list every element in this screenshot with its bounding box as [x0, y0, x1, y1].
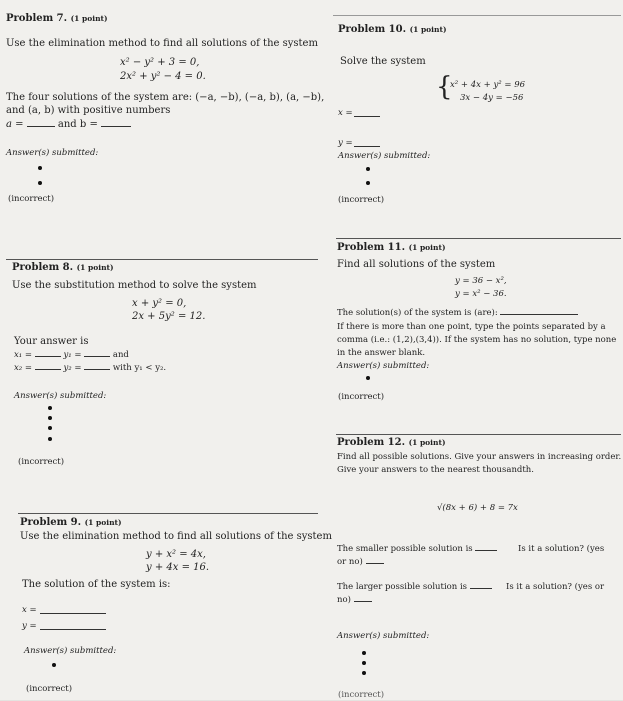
problem-11-header — [337, 242, 446, 254]
problem-7-a-blank[interactable] — [27, 126, 55, 127]
problem-9-header — [20, 517, 122, 529]
problem-7-eq2: 2x² + y² − 4 = 0. — [120, 71, 206, 82]
problem-7-b-label: and b = — [57, 119, 98, 130]
problem-7-prompt: Use the elimination method to find all solutions of the system — [6, 38, 318, 49]
problem-8-answer-dot — [48, 426, 52, 430]
problem-10-eq2: 3x − 4y = −56 — [460, 93, 524, 103]
problem-9-y-label: y = — [22, 621, 37, 631]
problem-10-prompt: Solve the system — [340, 56, 426, 67]
problem-12-prompt1: Find all possible solutions. Give your answers in increasing order. — [337, 452, 622, 462]
problem-10-submitted-label: Answer(s) submitted: — [338, 151, 431, 161]
problem-12-larger-text: The larger possible solution is — [337, 582, 468, 592]
problem-12-larger-blank[interactable] — [470, 588, 492, 589]
problem-12-smaller-blank[interactable] — [475, 550, 497, 551]
problem-8-points: (1 point) — [76, 263, 114, 272]
problem-10-answer-dot — [366, 167, 370, 171]
problem-12-yesno-blank-2[interactable] — [354, 601, 372, 602]
problem-8-y1-blank[interactable] — [84, 356, 110, 357]
problem-9-x-blank[interactable] — [40, 613, 106, 614]
problem-12-points: (1 point) — [408, 438, 446, 447]
problem-8-and: and — [112, 350, 129, 360]
problem-11-prompt: Find all solutions of the system — [337, 259, 496, 270]
problem-8-x2-label: x₂ = — [14, 363, 33, 373]
problem-7-b-blank[interactable] — [101, 126, 131, 127]
problem-7-answer-dot — [38, 166, 42, 170]
problem-8-submitted-label: Answer(s) submitted: — [14, 391, 107, 401]
problem-12-status: (incorrect) — [338, 690, 385, 700]
system-brace-icon: { — [436, 72, 453, 102]
problem-12-yesno-line2 — [337, 594, 372, 606]
problem-7-a-label: a = — [6, 119, 24, 130]
problem-8-your-answer: Your answer is — [14, 336, 89, 347]
problem-8-y1-label: y₁ = — [63, 350, 82, 360]
problem-9-solution-text: The solution of the system is: — [22, 579, 171, 590]
problem-9-eq1: y + x² = 4x, — [146, 549, 206, 560]
problem-10-top-divider — [333, 15, 621, 16]
problem-9-x-label: x = — [22, 605, 37, 615]
problem-8-divider — [6, 259, 318, 260]
problem-12-equation: √(8x + 6) + 8 = 7x — [437, 503, 518, 513]
problem-8-row2 — [14, 362, 166, 374]
problem-7-submitted-label: Answer(s) submitted: — [6, 148, 99, 158]
problem-12-answer-dot — [362, 651, 366, 655]
problem-10-points: (1 point) — [409, 25, 447, 34]
problem-7-status: (incorrect) — [8, 194, 55, 204]
problem-8-answer-dot — [48, 416, 52, 420]
problem-10-number: Problem 10. — [338, 24, 407, 35]
problem-9-divider — [18, 513, 318, 514]
problem-12-is-solution-1: Is it a solution? (yes — [518, 544, 605, 554]
problem-7-answer-dot — [38, 181, 42, 185]
problem-11-divider — [336, 238, 621, 239]
problem-11-note3: in the answer blank. — [337, 348, 426, 358]
problem-11-eq1: y = 36 − x², — [455, 276, 507, 286]
problem-12-no: no) — [337, 595, 351, 605]
problem-9-status: (incorrect) — [26, 684, 73, 694]
problem-11-solution-blank[interactable] — [500, 314, 578, 315]
problem-8-status: (incorrect) — [18, 457, 65, 467]
problem-9-answer-dot — [52, 663, 56, 667]
problem-10-x-label: x = — [338, 108, 353, 118]
problem-11-status: (incorrect) — [338, 392, 385, 402]
problem-12-smaller-text: The smaller possible solution is — [337, 544, 473, 554]
problem-9-y-blank[interactable] — [40, 629, 106, 630]
problem-12-header — [337, 437, 446, 449]
problem-8-eq1: x + y² = 0, — [132, 298, 187, 309]
problem-10-x-blank[interactable] — [354, 116, 380, 117]
problem-12-answer-dot — [362, 661, 366, 665]
problem-7-line2: and (a, b) with positive numbers — [6, 105, 171, 116]
problem-8-prompt: Use the substitution method to solve the system — [12, 280, 257, 291]
problem-12-number: Problem 12. — [337, 437, 406, 448]
problem-12-submitted-label: Answer(s) submitted: — [337, 631, 430, 641]
problem-12-prompt2: Give your answers to the nearest thousandth. — [337, 465, 534, 475]
problem-11-submitted-label: Answer(s) submitted: — [337, 361, 430, 371]
problem-9-prompt: Use the elimination method to find all solutions of the system — [20, 531, 332, 542]
problem-7-points: (1 point) — [70, 14, 108, 23]
problem-10-status: (incorrect) — [338, 195, 385, 205]
problem-10-header — [338, 24, 447, 36]
problem-8-header — [12, 262, 114, 274]
problem-7-number: Problem 7. — [6, 13, 68, 24]
problem-8-x2-blank[interactable] — [35, 369, 61, 370]
problem-12-yesno-line1 — [337, 556, 384, 568]
problem-10-y-blank[interactable] — [354, 146, 380, 147]
problem-12-is-solution-2: Is it a solution? (yes or — [506, 582, 605, 592]
problem-8-eq2: 2x + 5y² = 12. — [132, 311, 206, 322]
problem-12-yesno-blank-1[interactable] — [366, 563, 384, 564]
problem-10-y-label: y = — [338, 138, 353, 148]
problem-12-smaller-line — [337, 543, 497, 555]
problem-11-points: (1 point) — [408, 243, 446, 252]
problem-9-submitted-label: Answer(s) submitted: — [24, 646, 117, 656]
problem-11-note2: comma (i.e.: (1,2),(3,4)). If the system has no solution, type none — [337, 335, 617, 345]
problem-7-header — [6, 13, 108, 25]
problem-7-line1: The four solutions of the system are: (−a, −b), (−a, b), (a, −b), — [6, 92, 325, 103]
problem-11-solution-line — [337, 307, 578, 319]
problem-11-answer-dot — [366, 376, 370, 380]
problem-11-solution-text: The solution(s) of the system is (are): — [337, 308, 498, 318]
problem-7-answer-line — [6, 119, 131, 131]
problem-10-eq1: x² + 4x + y² = 96 — [450, 80, 526, 90]
problem-9-eq2: y + 4x = 16. — [146, 562, 210, 573]
problem-12-or-no: or no) — [337, 557, 363, 567]
problem-11-eq2: y = x² − 36. — [455, 289, 507, 299]
problem-8-answer-dot — [48, 406, 52, 410]
problem-8-y2-blank[interactable] — [84, 369, 110, 370]
problem-8-x1-label: x₁ = — [14, 350, 33, 360]
problem-12-larger-line — [337, 581, 492, 593]
problem-8-with: with y₁ < y₂. — [112, 363, 167, 373]
problem-12-answer-dot — [362, 671, 366, 675]
problem-7-eq1: x² − y² + 3 = 0, — [120, 57, 200, 68]
problem-10-answer-dot — [366, 181, 370, 185]
problem-12-divider — [336, 434, 621, 435]
problem-8-number: Problem 8. — [12, 262, 74, 273]
problem-8-row1 — [14, 349, 129, 361]
problem-8-answer-dot — [48, 437, 52, 441]
problem-11-number: Problem 11. — [337, 242, 406, 253]
problem-9-number: Problem 9. — [20, 517, 82, 528]
problem-9-points: (1 point) — [84, 518, 122, 527]
problem-8-y2-label: y₂ = — [63, 363, 82, 373]
problem-8-x1-blank[interactable] — [35, 356, 61, 357]
problem-11-note1: If there is more than one point, type the points separated by a — [337, 322, 606, 332]
